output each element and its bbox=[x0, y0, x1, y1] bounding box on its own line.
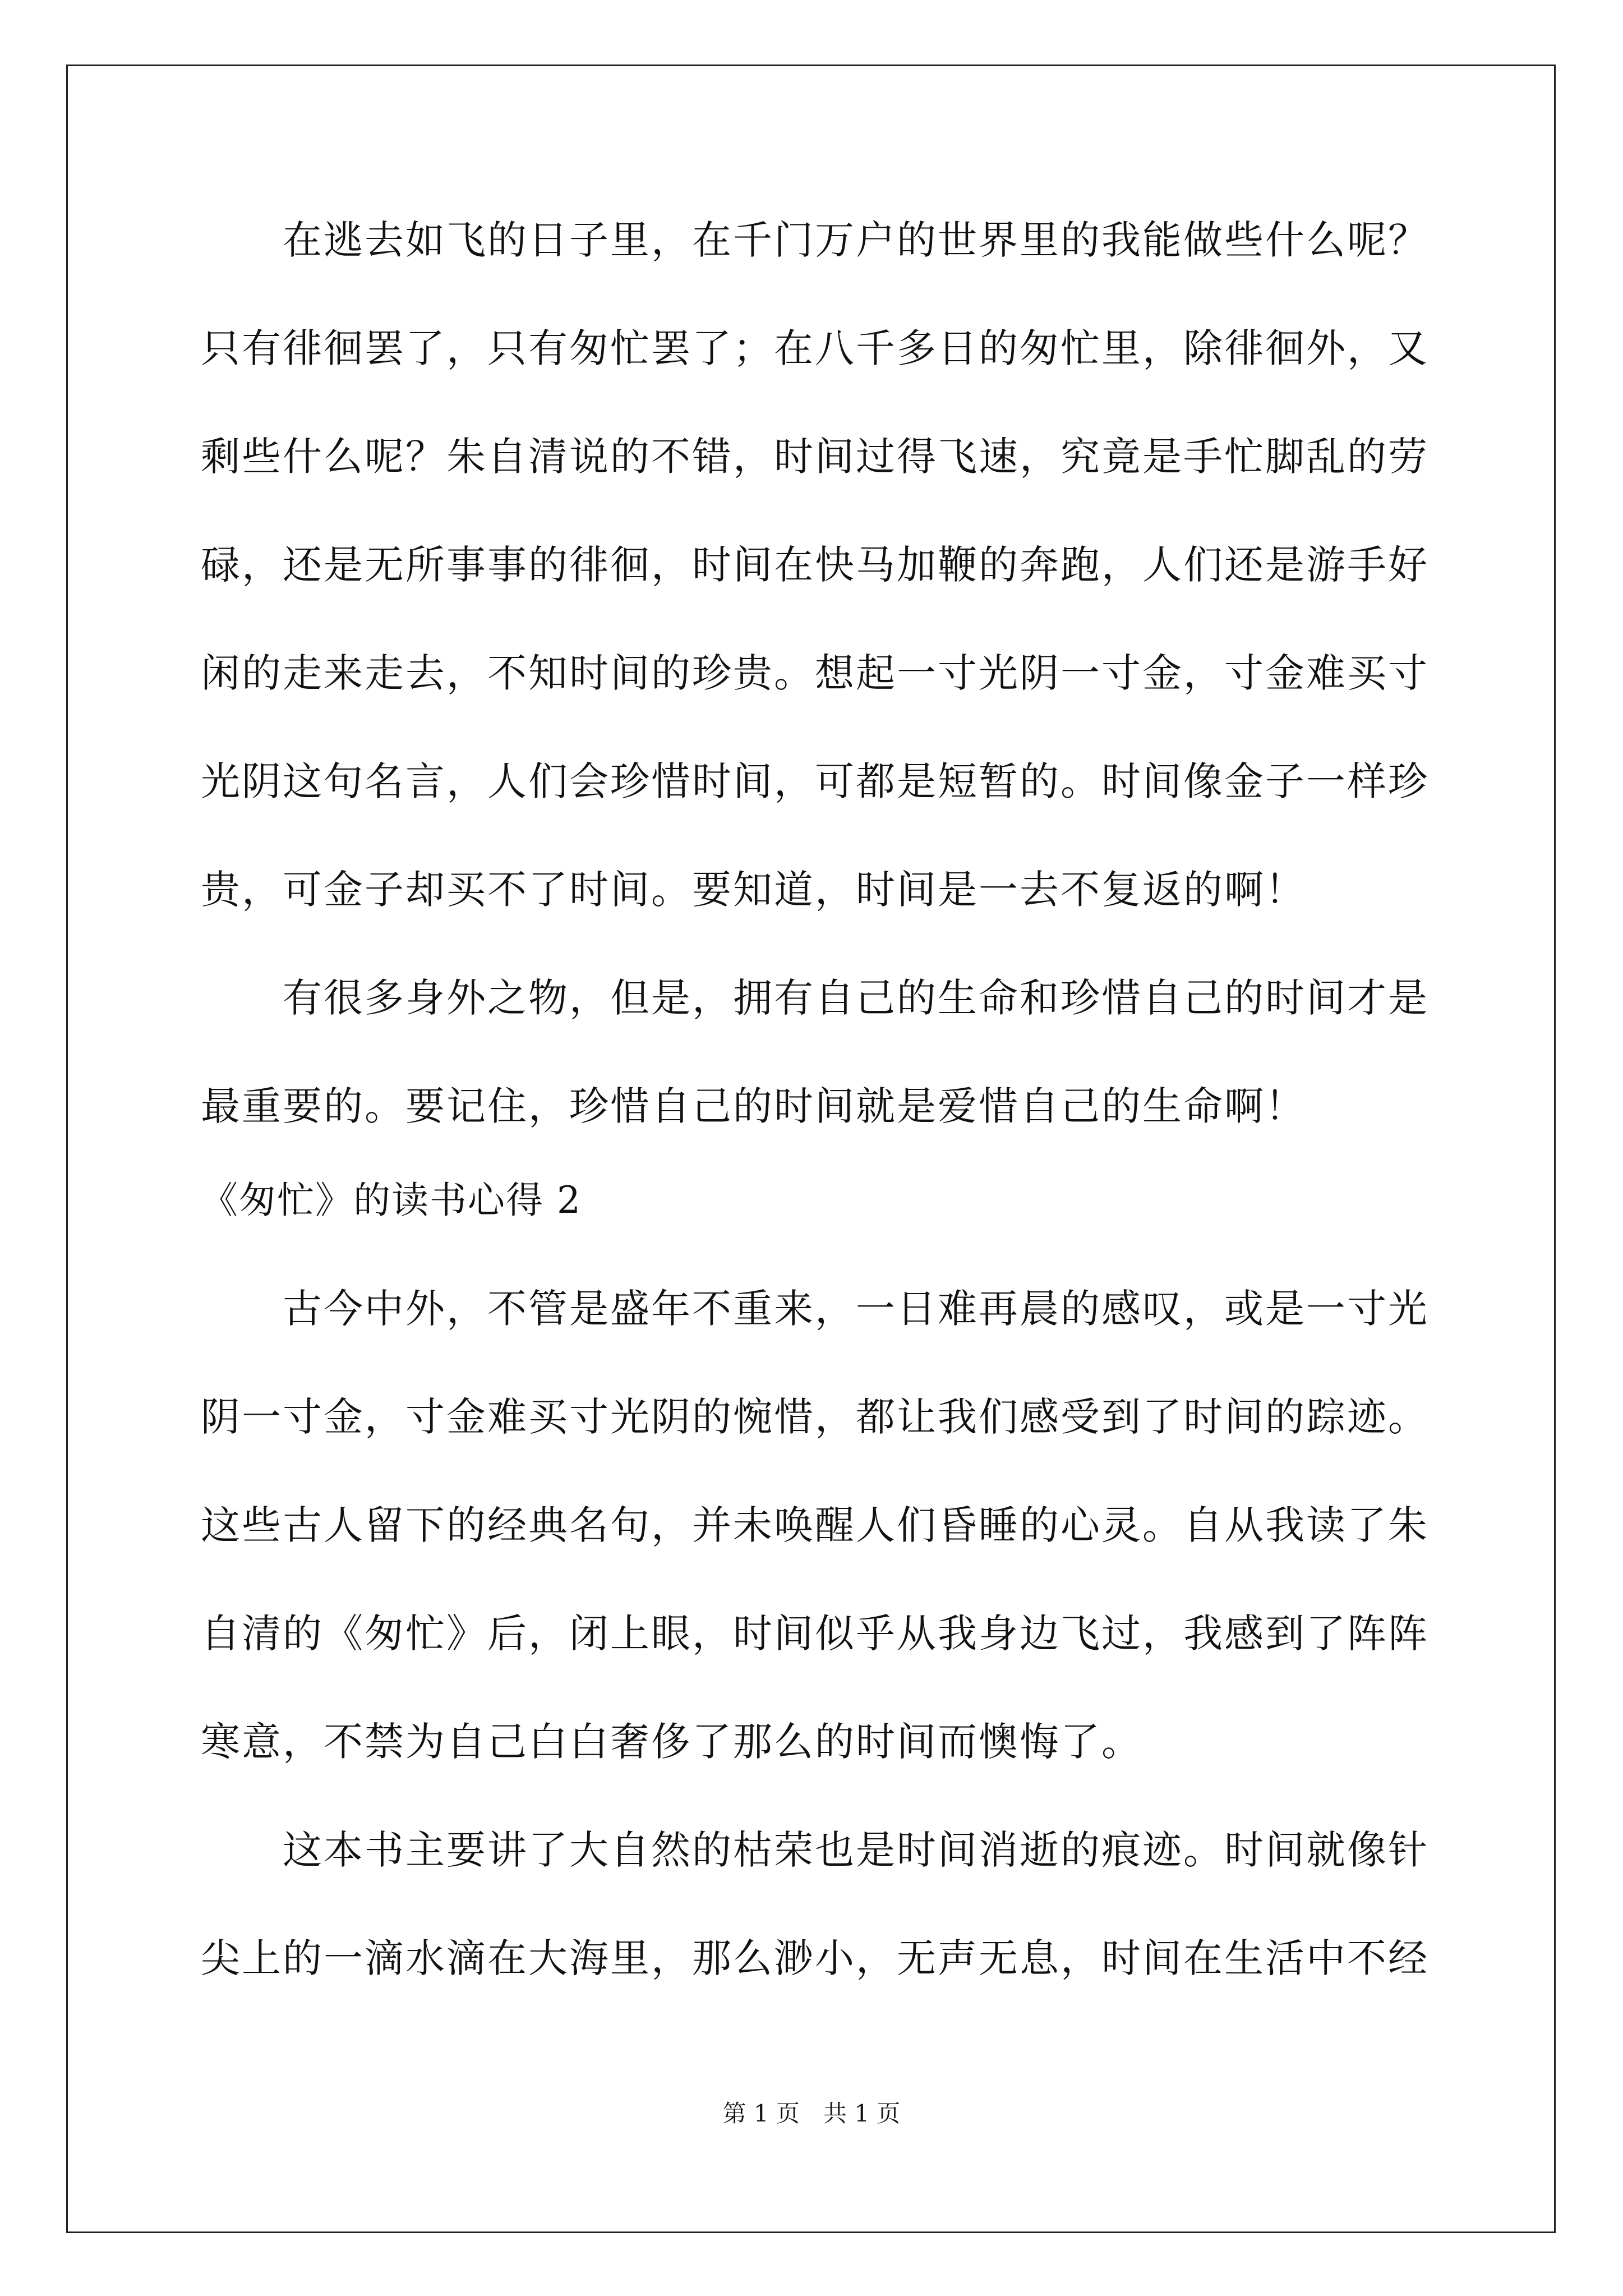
page-border bbox=[66, 65, 1556, 2233]
paragraph-line: 尖上的一滴水滴在大海里，那么渺小，无声无息，时间在生活中不经 bbox=[201, 1935, 1429, 1981]
section-heading: 《匆忙》的读书心得 2 bbox=[201, 1179, 582, 1222]
paragraph-line: 剩些什么呢？朱自清说的不错，时间过得飞速，究竟是手忙脚乱的劳 bbox=[201, 434, 1429, 480]
paragraph-line: 贵，可金子却买不了时间。要知道，时间是一去不复返的啊！ bbox=[201, 867, 1306, 913]
paragraph-line: 有很多身外之物，但是，拥有自己的生命和珍惜自己的时间才是 bbox=[201, 975, 1429, 1021]
paragraph-line: 最重要的。要记住，珍惜自己的时间就是爱惜自己的生命啊！ bbox=[201, 1083, 1306, 1129]
paragraph-line: 这本书主要讲了大自然的枯荣也是时间消逝的痕迹。时间就像针 bbox=[201, 1827, 1429, 1873]
paragraph-line: 自清的《匆忙》后，闭上眼，时间似乎从我身边飞过，我感到了阵阵 bbox=[201, 1611, 1429, 1657]
paragraph-line: 光阴这句名言，人们会珍惜时间，可都是短暂的。时间像金子一样珍 bbox=[201, 758, 1429, 804]
paragraph-line: 闲的走来走去，不知时间的珍贵。想起一寸光阴一寸金，寸金难买寸 bbox=[201, 650, 1429, 696]
paragraph-line: 古今中外，不管是盛年不重来，一日难再晨的感叹，或是一寸光 bbox=[201, 1286, 1429, 1332]
paragraph-line: 碌，还是无所事事的徘徊，时间在快马加鞭的奔跑，人们还是游手好 bbox=[201, 542, 1429, 588]
paragraph-line: 这些古人留下的经典名句，并未唤醒人们昏睡的心灵。自从我读了朱 bbox=[201, 1502, 1429, 1548]
paragraph-line: 寒意，不禁为自己白白奢侈了那么的时间而懊悔了。 bbox=[201, 1719, 1142, 1765]
page-footer: 第 1 页 共 1 页 bbox=[722, 2100, 901, 2127]
paragraph-line: 只有徘徊罢了，只有匆忙罢了；在八千多日的匆忙里，除徘徊外，又 bbox=[201, 325, 1429, 371]
paragraph-line: 在逃去如飞的日子里，在千门万户的世界里的我能做些什么呢？ bbox=[201, 217, 1429, 263]
paragraph-line: 阴一寸金，寸金难买寸光阴的惋惜，都让我们感受到了时间的踪迹。 bbox=[201, 1394, 1429, 1440]
